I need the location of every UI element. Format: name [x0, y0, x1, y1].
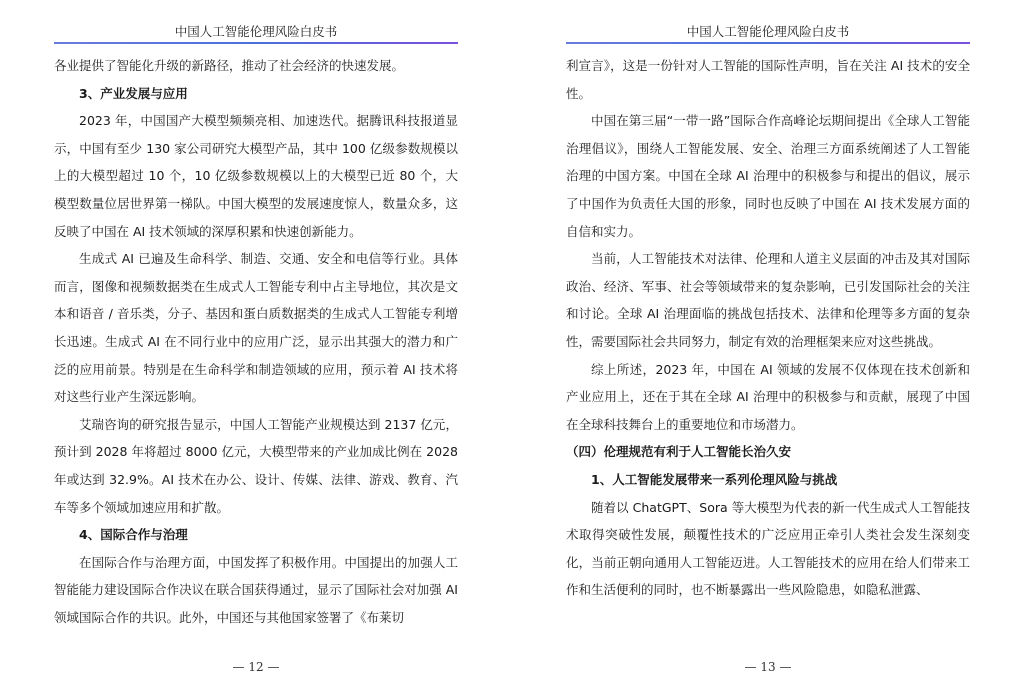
paragraph: 随着以 ChatGPT、Sora 等大模型为代表的新一代生成式人工智能技术取得突破性发展，颠覆性技术的广泛应用正牵引人类社会发生深刻变化，当前正朝向通用人工智能迈进。人工智能技术的应用在给人们带来工作和生活便利的同时，也不断暴露出一些风险隐患，如隐私泄露、 [566, 499, 970, 598]
paragraph: 各业提供了智能化升级的新路径，推动了社会经济的快速发展。 [54, 58, 405, 73]
paragraph: 艾瑞咨询的研究报告显示，中国人工智能产业规模达到 2137 亿元，预计到 2028 年将超过 8000 亿元，大模型带来的产业加成比例在 2028 年或达到 32.9%。AI 技术在办公、设计、传媒、法律、游戏、教育、汽车等多个领域加速应用和扩散。 [54, 416, 458, 515]
page-number: — 13 — [744, 660, 792, 674]
page-body [54, 52, 458, 631]
header-rule [566, 42, 970, 44]
section-heading: 4、国际合作与治理 [79, 527, 188, 543]
page-header: 中国人工智能伦理风险白皮书 [174, 24, 338, 39]
paragraph: 在国际合作与治理方面，中国发挥了积极作用。中国提出的加强人工智能能力建设国际合作决议在联合国获得通过，显示了国际社会对加强 AI 领域国际合作的共识。此外，中国还与其他国家签署了《布莱切 [54, 554, 458, 625]
page-body [566, 52, 970, 604]
paragraph: 综上所述，2023 年，中国在 AI 领域的发展不仅体现在技术创新和产业应用上，还在于其在全球 AI 治理中的积极参与和贡献，展现了中国在全球科技舞台上的重要地位和市场潜力。 [566, 361, 970, 432]
header-rule [54, 42, 458, 44]
right-page [566, 0, 970, 695]
paragraph: 生成式 AI 已遍及生命科学、制造、交通、安全和电信等行业。具体而言，图像和视频数据类在生成式人工智能专利中占主导地位，其次是文本和语音 / 音乐类，分子、基因和蛋白质数据类的生成式人工智能专利增长迅速。生成式 AI 在不同行业中的应用广泛，显示出其强大的潜力和广泛的应用前景。特别是在生命科学和制造领域的应用，预示着 AI 技术将对这些行业产生深远影响。 [54, 251, 458, 405]
page-header: 中国人工智能伦理风险白皮书 [686, 24, 850, 39]
paragraph: 利宣言》，这是一份针对人工智能的国际性声明，旨在关注 AI 技术的安全性。 [566, 58, 970, 101]
section-heading: 3、产业发展与应用 [79, 85, 188, 101]
section-heading: 1、人工智能发展带来一系列伦理风险与挑战 [591, 471, 838, 487]
left-page [54, 0, 458, 695]
section-heading: （四）伦理规范有利于人工智能长治久安 [566, 444, 792, 460]
paragraph: 2023 年，中国国产大模型频频亮相、加速迭代。据腾讯科技报道显示，中国有至少 130 家公司研究大模型产品，其中 100 亿级参数规模以上的大模型超过 10 个，10 亿级参数规模以上的大模型已近 80 个，大模型数量位居世界第一梯队。中国大模型的发展速度惊人，数量众多，这反映了中国在 AI 技术领域的深厚积累和快速创新能力。 [54, 113, 458, 239]
paragraph: 当前，人工智能技术对法律、伦理和人道主义层面的冲击及其对国际政治、经济、军事、社会等领域带来的复杂影响，已引发国际社会的关注和讨论。全球 AI 治理面临的挑战包括技术、法律和伦理等多方面的复杂性，需要国际社会共同努力，制定有效的治理框架来应对这些挑战。 [566, 251, 970, 349]
paragraph: 中国在第三届“一带一路”国际合作高峰论坛期间提出《全球人工智能治理倡议》，围绕人工智能发展、安全、治理三方面系统阐述了人工智能治理的中国方案。中国在全球 AI 治理中的积极参与和提出的倡议，展示了中国作为负责任大国的形象，同时也反映了中国在 AI 技术发展方面的自信和实力。 [566, 113, 970, 239]
page-number: — 12 — [232, 660, 280, 674]
